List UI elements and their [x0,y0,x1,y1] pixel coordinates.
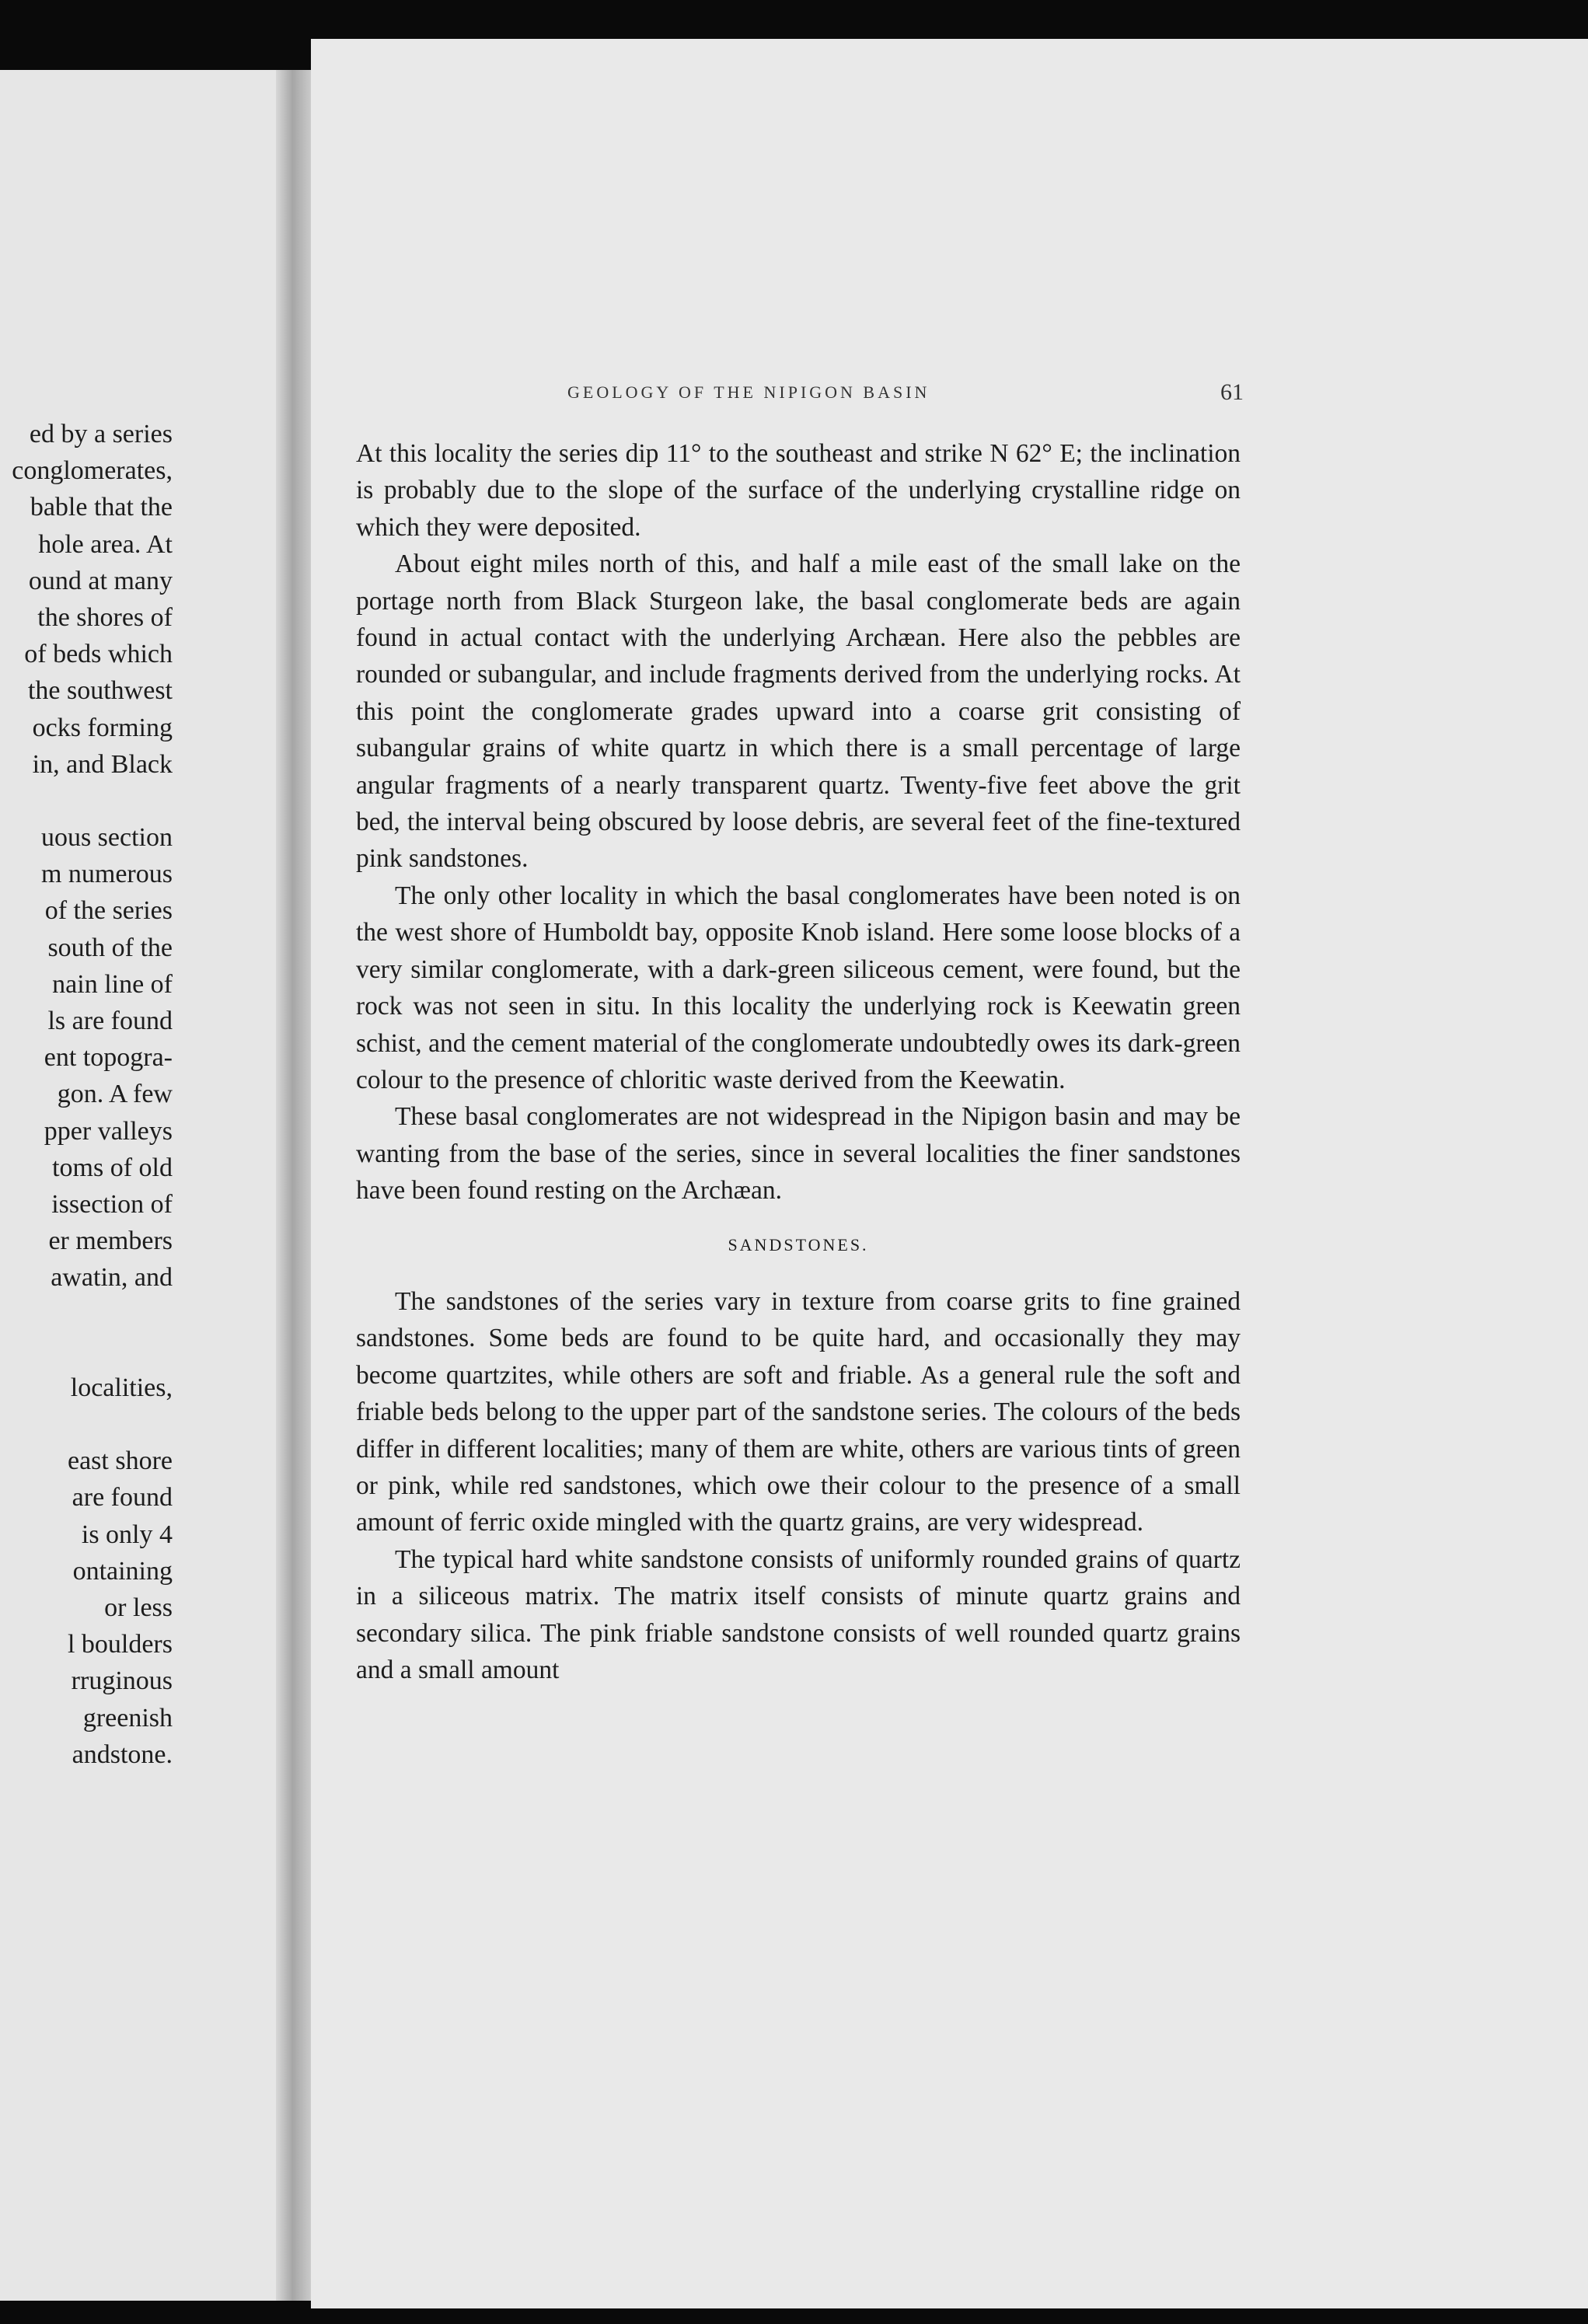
running-title: GEOLOGY OF THE NIPIGON BASIN [567,382,930,402]
left-page-line: ls are found [47,1007,173,1035]
left-page-line: of beds which [24,640,173,669]
paragraph-3: The only other locality in which the basal conglomerates have been noted is on the west shore of Humboldt bay, opposite Knob island. Here some loose blocks of a very similar conglomerate, with a dark-green siliceous cement, were found, but the rock was not seen in situ. In this locality the underlying rock is Keewatin green schist, and the cement material of the conglomerate undoubtedly owes its dark-green colour to the presence of chloritic waste derived from the Keewatin. [356,881,1241,1094]
paragraph-5: The sandstones of the series vary in texture from coarse grits to fine grained sandstones. Some beds are found to be quite hard, and occasionally they may become quartzites, while others are soft and friable. As a general rule the soft and friable beds belong to the upper part of the sandstone series. The colours of the beds differ in different localities; many of them are white, others are various tints of green or pink, while red sandstones, which owe their colour to the presence of a small amount of ferric oxide mingled with the quartz grains, are very widespread. [356,1286,1241,1537]
paragraph-4: These basal conglomerates are not widespread in the Nipigon basin and may be wanting from the base of the series, since in several localities the finer sandstones have been found resting on the Archæan. [356,1102,1241,1206]
left-page-line: bable that the [30,493,173,522]
left-page-line: ound at many [28,566,173,595]
section-title: SANDSTONES. [728,1234,869,1254]
left-page-line: hole area. At [38,529,173,559]
book-gutter [276,70,313,2301]
paragraph-6: The typical hard white sandstone consists of uniformly rounded grains of quartz in a siliceous matrix. The matrix itself consists of minute quartz grains and secondary silica. The pink friable sandstone consists of well rounded quartz grains and a small amount [356,1544,1241,1684]
left-page-line: in, and Black [32,749,173,779]
left-page-line: greenish [82,1703,173,1733]
body-text [356,435,1241,1688]
left-page-line: rruginous [71,1666,173,1696]
left-page-line: east shore [67,1446,173,1476]
left-page-line: m numerous [40,860,173,889]
left-page-line: ocks forming [32,713,173,742]
left-page-line: ontaining [72,1556,173,1586]
left-page-line: uous section [40,823,173,853]
running-header [567,379,1244,405]
left-page-line: conglomerates, [12,456,173,486]
left-page-line: gon. A few [57,1080,173,1109]
left-page-line: l boulders [67,1630,173,1659]
left-page-line: ed by a series [29,420,173,448]
left-page-line: toms of old [52,1153,173,1182]
left-page-line [0,1333,173,1370]
left-page-line: the southwest [27,676,173,706]
left-page-line: are found [72,1483,173,1513]
left-page-line: andstone. [72,1740,173,1769]
left-page-line [0,783,173,819]
left-page-line [0,1296,173,1333]
left-page-line: is only 4 [81,1520,173,1549]
left-page-line [0,1406,173,1443]
left-page-line: issection of [51,1189,173,1219]
left-page-line: er members [48,1227,173,1256]
left-page-line: nain line of [52,969,173,999]
left-page-line: or less [104,1593,173,1622]
left-page-line: ent topogra- [44,1043,173,1073]
left-page-line: of the series [44,896,173,926]
left-page-line: pper valleys [44,1116,173,1146]
paragraph-2: About eight miles north of this, and half a mile east of the small lake on the portage north from Black Sturgeon lake, the basal conglomerate beds are again found in actual contact with the underlying Archæan. Here also the pebbles are rounded or subangular, and include fragments derived from the underlying rocks. At this point the conglomerate grades upward into a coarse grit consisting of subangular grains of white quartz in which there is a small percentage of large angular fragments of a nearly transparent quartz. Twenty-five feet above the grit bed, the interval being obscured by loose debris, are several feet of the fine-textured pink sandstones. [356,550,1241,874]
paragraph-1: At this locality the series dip 11° to the southeast and strike N 62° E; the inclination is probably due to the slope of the surface of the underlying crystalline ridge on which they were deposited. [356,439,1241,542]
left-page-line: awatin, and [51,1263,173,1293]
left-page-text [0,416,173,1773]
left-page-line: the shores of [37,602,173,632]
left-page-line: south of the [47,933,173,962]
left-page-line: localities, [70,1373,173,1402]
page-number: 61 [1220,379,1244,405]
